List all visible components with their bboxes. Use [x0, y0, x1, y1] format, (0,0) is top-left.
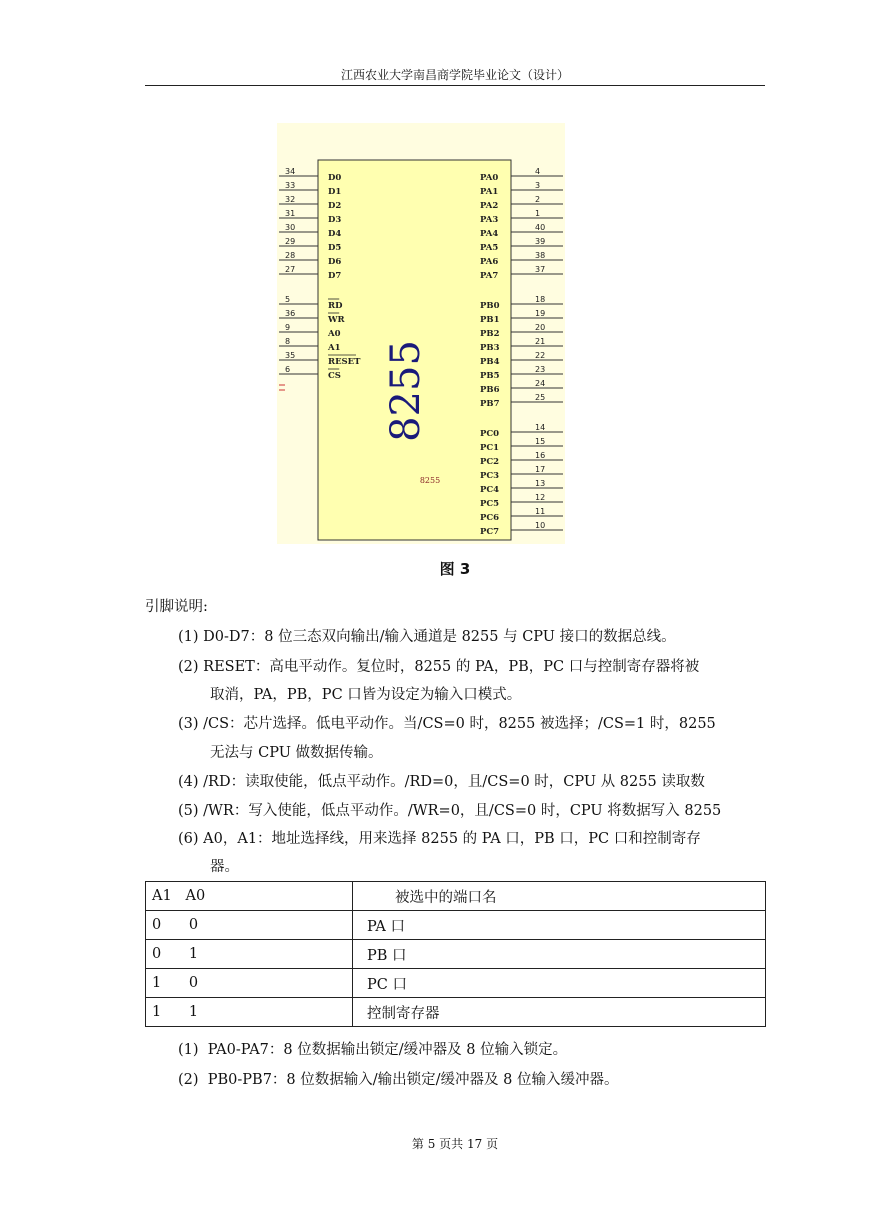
pin-name: PA5: [480, 243, 499, 253]
pin-name: PB1: [480, 315, 500, 325]
table-cell: 0 0: [146, 911, 353, 940]
page-header: 江西农业大学南昌商学院毕业论文（设计）: [340, 68, 569, 82]
pin-number: 3: [535, 181, 541, 190]
pin-name: PC5: [480, 499, 500, 509]
table-cell: 0 1: [146, 940, 353, 969]
pin-name: PB6: [480, 385, 500, 395]
table-row: [146, 911, 766, 940]
pin-name: D7: [328, 271, 342, 281]
item-6-line-2: 器。: [210, 859, 239, 875]
pin-name: PB7: [480, 399, 500, 409]
pin-name: PB4: [480, 357, 500, 367]
pin-name: PC3: [480, 471, 500, 481]
pin-name: PC0: [480, 429, 500, 439]
pin-number: 8: [285, 337, 291, 346]
pin-number: 20: [535, 323, 546, 332]
pin-number: 14: [535, 423, 546, 432]
pin-number: 33: [285, 181, 296, 190]
item-6-line-1: (6) A0，A1：地址选择线，用来选择 8255 的 PA 口，PB 口，PC 口和控制寄存: [178, 831, 701, 847]
pin-name: A1: [328, 343, 341, 353]
intro-text: 引脚说明:: [145, 599, 208, 615]
table-row: [146, 940, 766, 969]
pin-number: 16: [535, 451, 546, 460]
pin-number: 2: [535, 195, 541, 204]
pin-number: 4: [535, 167, 541, 176]
pin-number: 23: [535, 365, 546, 374]
after-item-1: (1) PA0-PA7：8 位数据输出锁定/缓冲器及 8 位输入锁定。: [178, 1042, 568, 1058]
pin-number: 27: [285, 265, 296, 274]
pin-name: PC6: [480, 513, 500, 523]
table-cell: 1 1: [146, 998, 353, 1027]
pin-name: PC1: [480, 443, 500, 453]
item-4-line-1: (4) /RD：读取使能，低点平动作。/RD=0，且/CS=0 时，CPU 从 8255 读取数: [178, 774, 705, 790]
pin-number: 34: [285, 167, 296, 176]
pin-number: 35: [285, 351, 296, 360]
pin-number: 21: [535, 337, 546, 346]
pin-number: 6: [285, 365, 291, 374]
pin-number: 11: [535, 507, 546, 516]
figure-caption: 图 3: [439, 560, 471, 578]
pin-name: PC7: [480, 527, 500, 537]
address-select-table: [145, 881, 766, 1027]
table-cell: PC 口: [353, 969, 766, 998]
pin-name: D0: [328, 173, 342, 183]
pin-name: PB3: [480, 343, 500, 353]
pin-number: 12: [535, 493, 546, 502]
8255-pinout-diagram: [277, 123, 565, 544]
chip-small-label: 8255: [419, 476, 441, 485]
table-cell: 1 0: [146, 969, 353, 998]
item-1-line-1: (1) D0-D7：8 位三态双向输出/输入通道是 8255 与 CPU 接口的数据总线。: [178, 629, 676, 645]
pin-name: RESET: [328, 357, 361, 367]
pin-number: 18: [535, 295, 546, 304]
pin-name: PB5: [480, 371, 500, 381]
pin-number: 10: [535, 521, 546, 530]
pin-number: 22: [535, 351, 546, 360]
table-cell: PA 口: [353, 911, 766, 940]
pin-number: 39: [535, 237, 546, 246]
pin-number: 32: [285, 195, 296, 204]
pin-name: D3: [328, 215, 342, 225]
pin-number: 36: [285, 309, 296, 318]
table-header-row: [146, 882, 766, 911]
pin-name: D1: [328, 187, 342, 197]
pin-name: PC4: [480, 485, 500, 495]
pin-number: 37: [535, 265, 546, 274]
pin-name: PA4: [480, 229, 499, 239]
header-divider: [145, 85, 765, 86]
page-footer: 第 5 页共 17 页: [411, 1137, 499, 1151]
pin-name: PB2: [480, 329, 500, 339]
pin-name: PA6: [480, 257, 499, 267]
pin-name: PC2: [480, 457, 500, 467]
pin-name: D4: [328, 229, 342, 239]
pin-name: D2: [328, 201, 342, 211]
pin-name: A0: [328, 329, 341, 339]
chip-label: 8255: [383, 340, 429, 442]
pin-number: 5: [285, 295, 291, 304]
pin-name: PA7: [480, 271, 499, 281]
pin-number: 17: [535, 465, 546, 474]
item-3-line-2: 无法与 CPU 做数据传输。: [210, 745, 383, 761]
pin-number: 15: [535, 437, 546, 446]
after-item-2: (2) PB0-PB7：8 位数据输入/输出锁定/缓冲器及 8 位输入缓冲器。: [178, 1072, 619, 1088]
pin-number: 19: [535, 309, 546, 318]
pin-number: 28: [285, 251, 296, 260]
item-2-line-2: 取消，PA，PB，PC 口皆为设定为输入口模式。: [210, 687, 522, 703]
item-5-line-1: (5) /WR：写入使能，低点平动作。/WR=0，且/CS=0 时，CPU 将数据写入 8255: [178, 803, 722, 819]
item-2-line-1: (2) RESET：高电平动作。复位时，8255 的 PA，PB，PC 口与控制寄存器将被: [178, 659, 700, 675]
item-3-line-1: (3) /CS：芯片选择。低电平动作。当/CS=0 时，8255 被选择；/CS=1 时，8255: [178, 716, 716, 732]
pin-name: PA0: [480, 173, 499, 183]
pin-name: D5: [328, 243, 342, 253]
pin-name: CS: [328, 371, 341, 381]
pin-name: PA1: [480, 187, 499, 197]
pin-number: 9: [285, 323, 291, 332]
table-cell: PB 口: [353, 940, 766, 969]
pin-number: 13: [535, 479, 546, 488]
pin-number: 29: [285, 237, 296, 246]
pin-name: PA3: [480, 215, 499, 225]
pin-name: D6: [328, 257, 342, 267]
pin-name: WR: [328, 315, 345, 325]
pin-number: 1: [535, 209, 541, 218]
pin-name: RD: [328, 301, 343, 311]
pin-number: 24: [535, 379, 546, 388]
pin-name: PA2: [480, 201, 499, 211]
pin-number: 31: [285, 209, 296, 218]
pin-number: 38: [535, 251, 546, 260]
table-header-cell: A1 A0: [146, 882, 353, 911]
table-cell: 控制寄存器: [353, 998, 766, 1027]
pin-number: 40: [535, 223, 546, 232]
pin-name: PB0: [480, 301, 500, 311]
pin-number: 30: [285, 223, 296, 232]
table-row: [146, 998, 766, 1027]
table-row: [146, 969, 766, 998]
table-header-cell: 被选中的端口名: [353, 882, 766, 911]
pin-number: 25: [535, 393, 546, 402]
